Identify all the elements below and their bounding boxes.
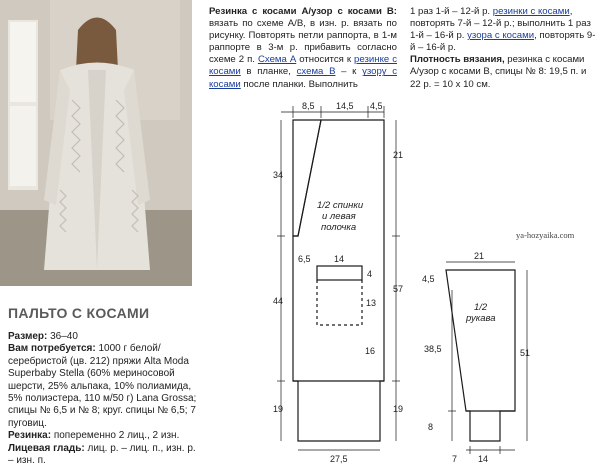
pattern-title: ПАЛЬТО С КОСАМИ: [8, 305, 150, 321]
link-cable-pattern-2[interactable]: узора с косами: [467, 30, 535, 42]
stockinette-text: лиц. р. – лиц. п., изн. р. – изн. п.: [8, 442, 196, 467]
cable-text-1: вязать по схеме А/В, в изн. р. вязать по рисунку. Повторять петли раппорта, в 1-м раппорте в 3-м р. прибавить согласно схеме 2 п.: [209, 18, 397, 66]
dim-label: 6,5: [298, 254, 311, 264]
dim-label: 21: [393, 150, 404, 160]
dim-label: 57: [393, 284, 404, 294]
dim-label: 4,5: [422, 274, 435, 284]
dim-label: 44: [273, 296, 284, 306]
stockinette-label: Лицевая гладь:: [8, 442, 85, 454]
body-label-line3: полочка: [321, 222, 357, 233]
dim-label: 4: [367, 269, 373, 279]
density-text: резинка с косами А/узор с косами В, спицы № 8: 19,5 п. и 22 р. = 10 х 10 см.: [410, 54, 587, 90]
link-cable-pattern[interactable]: узору с косами: [209, 66, 397, 90]
size-value: 36–40: [47, 331, 78, 342]
dim-label: 34: [273, 170, 284, 180]
dim-label: 14: [478, 454, 489, 464]
materials-label: Вам потребуется:: [8, 343, 96, 355]
sleeve-outline: [446, 270, 515, 441]
sleeve-label-line1: 1/2: [474, 302, 488, 313]
dim-label: 4,5: [370, 101, 383, 111]
cable-text-2: относится к: [296, 54, 355, 66]
materials-text: 1000 г белой/серебристой (цв. 212) пряжи Alta Moda Superbaby Stella (60% мериносовой шерсти, 25% альпака, 10% полиамида, 5% полиэстера, 110 м/50 г) Lana Grossa; спицы № 6,5 и № 8; круг. спицы № 6,5; 7 пуговиц.: [8, 343, 197, 429]
rib-text: попеременно 2 лиц., 2 изн.: [51, 430, 180, 442]
dim-label: 27,5: [330, 454, 348, 464]
dim-label: 21: [474, 251, 485, 261]
size-label: Размер:: [8, 331, 48, 342]
dim-label: 38,5: [424, 344, 442, 354]
dim-label: 19: [393, 404, 404, 414]
sleeve-label-line2: рукава: [466, 313, 496, 324]
dim-label: 19: [273, 404, 284, 414]
link-scheme-a[interactable]: Схема А: [257, 54, 297, 66]
link-cable-rib-2[interactable]: резинки с косами: [492, 6, 570, 17]
repeat-text-1: 1 раз 1-й – 12-й р.: [410, 6, 493, 17]
pocket-flap: [317, 266, 362, 280]
repeat-text-2: , повторять 7-й – 12-й р.; выполнить 1 раз 1-й – 16-й р.: [410, 6, 591, 42]
watermark: ya-hozyaika.com: [516, 230, 575, 240]
link-scheme-b[interactable]: схема В: [296, 66, 336, 78]
body-outline: [293, 120, 321, 236]
body-label-line1: 1/2 спинки: [317, 200, 364, 211]
cable-text-5: после планки. Выполнить: [240, 78, 358, 90]
cable-text-4: – к: [335, 66, 363, 78]
repeat-text-3: , повторять 9-й – 16-й р.: [410, 30, 596, 54]
pocket-lining: [317, 280, 362, 325]
dim-label: 8: [428, 422, 434, 432]
link-cable-rib[interactable]: резинке с косами: [209, 54, 398, 78]
dim-label: 7: [452, 454, 458, 464]
dim-label: 8,5: [302, 101, 315, 111]
dim-label: 14,5: [336, 101, 354, 111]
density-label: Плотность вязания,: [410, 54, 505, 66]
dim-label: 13: [366, 298, 377, 308]
cable-text-3: в планке,: [240, 66, 297, 78]
dim-label: 14: [334, 254, 345, 264]
body-label-line2: и левая: [322, 211, 356, 222]
rib-label: Резинка:: [8, 430, 52, 442]
cable-heading: Резинка с косами А/узор с косами В:: [209, 6, 397, 17]
dim-label: 51: [520, 348, 531, 358]
dim-label: 16: [365, 346, 376, 356]
